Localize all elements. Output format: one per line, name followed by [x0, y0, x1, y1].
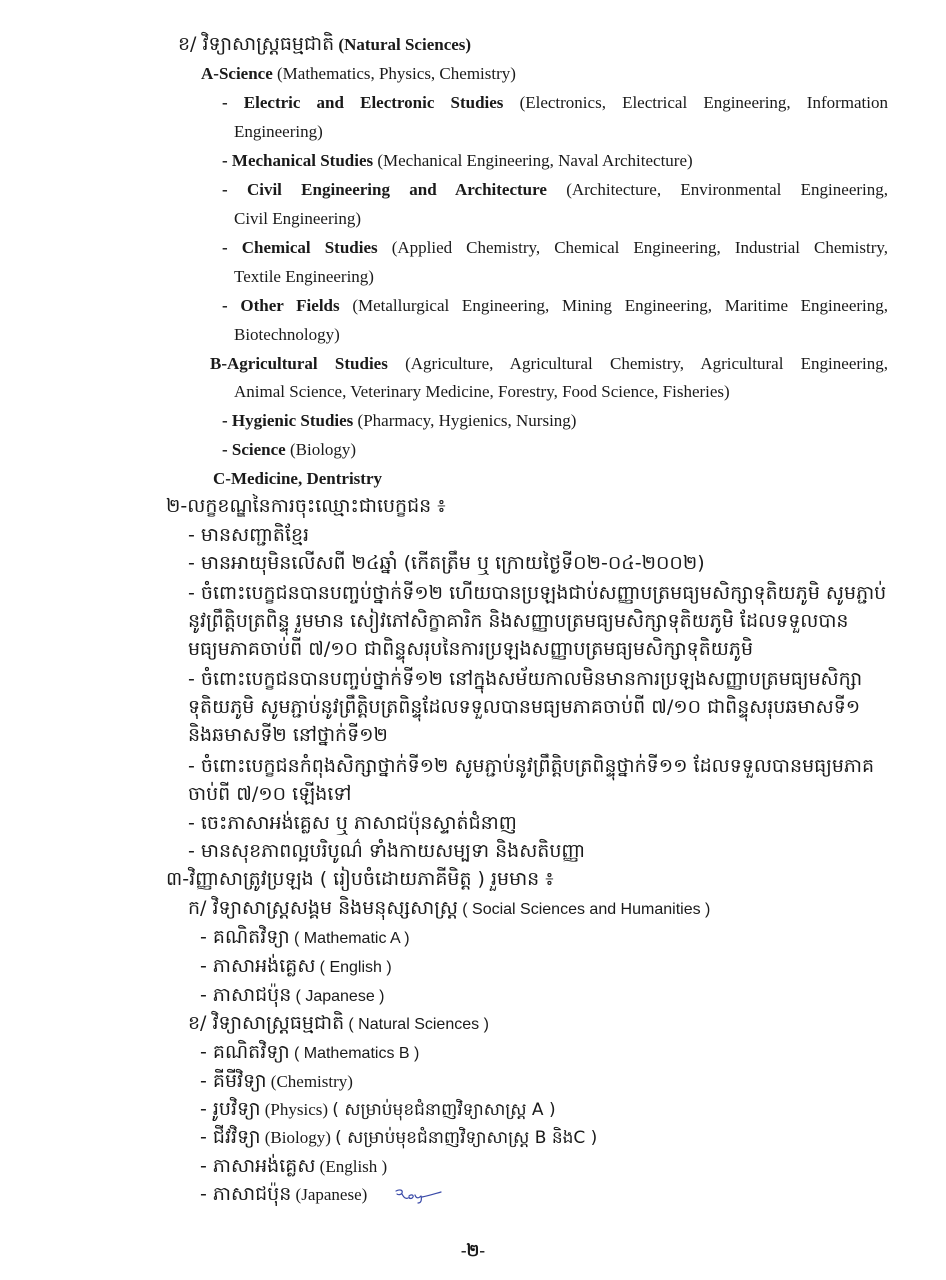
eligibility-item: - ចំពោះបេក្ខជនបានបញ្ចប់ថ្នាក់ទី១២ នៅក្នុងសម័យកាលមិនមានការប្រឡងសញ្ញាបត្រមធ្យមសិក្សាទុតិយភូមិ សូមភ្ជាប់នូវព្រឹត្តិបត្រពិន្ទុដែលទទួលបានមធ្យមភាគចាប់ពី ៧/១០ ជាពិន្ទុសរុបឆមាសទី១ និងឆមាសទី២ នៅថ្នាក់ទី១២ [188, 668, 863, 746]
a-science-line [201, 62, 516, 86]
social-sciences-heading: ក/ វិទ្យាសាស្ត្រសង្គម និងមនុស្សសាស្ត្រ ( Social Sciences and Humanities ) [188, 897, 711, 919]
eligibility-heading: ២-លក្ខខណ្ឌនៃការចុះឈ្មោះជាបេក្ខជន ៖ [166, 495, 446, 517]
natural-sciences-heading-en: (Natural Sciences) [338, 35, 472, 54]
a-science-item-continuation: Civil Engineering) [234, 209, 362, 228]
b-agricultural-item: - Hygienic Studies (Pharmacy, Hygienics, Nursing) [222, 411, 577, 430]
natural-sciences-heading-km: ខ/ វិទ្យាសាស្ត្រធម្មជាតិ [178, 33, 335, 55]
a-science-item-continuation: Textile Engineering) [234, 267, 374, 286]
eligibility-item: - ចំពោះបេក្ខជនកំពុងសិក្សាថ្នាក់ទី១២ សូមភ្ជាប់នូវព្រឹត្តិបត្រពិន្ទុថ្នាក់ទី១១ ដែលទទួលបានមធ្យមភាគចាប់ពី ៧/១០ ឡើងទៅ [188, 755, 875, 805]
a-science-item: - Civil Engineering and Architecture (Architecture, Environmental Engineering, [222, 180, 888, 199]
a-science-title: A-Science [201, 64, 273, 83]
exam-subject-item: - ភាសាជប៉ុន ( Japanese ) [200, 984, 385, 1006]
a-science-item: - Mechanical Studies (Mechanical Engineering, Naval Architecture) [222, 151, 693, 170]
exam-subject-item: - ភាសាអង់គ្លេស (English ) [200, 1155, 388, 1177]
exam-subject-item: - ភាសាជប៉ុន (Japanese) [200, 1183, 368, 1205]
a-science-detail: (Mathematics, Physics, Chemistry) [277, 64, 516, 83]
exam-subject-item: - គណិតវិទ្យា ( Mathematics B ) [200, 1041, 420, 1063]
b-agricultural-continuation: Animal Science, Veterinary Medicine, Forestry, Food Science, Fisheries) [234, 382, 730, 401]
exam-subjects-heading: ៣-វិញ្ញាសាត្រូវប្រឡង ( រៀបចំដោយភាគីមិត្ត ) រួមមាន ៖ [166, 868, 554, 890]
c-medicine-line [213, 467, 382, 491]
eligibility-item: - មានសុខភាពល្អបរិបូណ៌ ទាំងកាយសម្បទា និងសតិបញ្ញា [188, 840, 586, 862]
exam-subject-item: - រូបវិទ្យា (Physics) ( សម្រាប់មុខជំនាញវិទ្យាសាស្ត្រ A ) [200, 1098, 556, 1120]
a-science-item-continuation: Biotechnology) [234, 325, 340, 344]
c-medicine-title: C-Medicine, Dentristry [213, 469, 383, 488]
exam-subject-item: - គីមីវិទ្យា (Chemistry) [200, 1070, 353, 1092]
a-science-item-continuation: Engineering) [234, 122, 323, 141]
a-science-item: - Electric and Electronic Studies (Electronics, Electrical Engineering, Information [222, 93, 888, 112]
natural-sciences-exam-heading: ខ/ វិទ្យាសាស្ត្រធម្មជាតិ ( Natural Sciences ) [188, 1012, 489, 1034]
eligibility-item: - មានអាយុមិនលើសពី ២៤ឆ្នាំ (កើតត្រឹម ឬ ក្រោយថ្ងៃទី០២-០៤-២០០២) [188, 552, 705, 574]
a-science-item: - Other Fields (Metallurgical Engineering, Mining Engineering, Maritime Engineering, [222, 296, 889, 315]
handwritten-initials [394, 1186, 444, 1204]
b-agricultural-item: - Science (Biology) [222, 440, 357, 459]
a-science-item: - Chemical Studies (Applied Chemistry, Chemical Engineering, Industrial Chemistry, [222, 238, 889, 257]
exam-subject-item: - គណិតវិទ្យា ( Mathematic A ) [200, 926, 410, 948]
exam-subject-item: - ជីវវិទ្យា (Biology) ( សម្រាប់មុខជំនាញវិទ្យាសាស្ត្រ B និងC ) [200, 1126, 598, 1148]
page-number: -២- [460, 1241, 486, 1260]
eligibility-item: - ចេះភាសាអង់គ្លេស ឬ ភាសាជប៉ុនស្ទាត់ជំនាញ [188, 812, 517, 834]
exam-subject-item: - ភាសាអង់គ្លេស ( English ) [200, 955, 392, 977]
b-agricultural-title: B-Agricultural Studies [210, 354, 388, 373]
natural-sciences-heading [178, 32, 471, 57]
eligibility-item: - ចំពោះបេក្ខជនបានបញ្ចប់ថ្នាក់ទី១២ ហើយបានប្រឡងជាប់សញ្ញាបត្រមធ្យមសិក្សាទុតិយភូមិ សូមភ្ជាប់នូវព្រឹត្តិបត្រពិន្ទុ រួមមាន សៀវភៅសិក្ខាគារិក និងសញ្ញាបត្រមធ្យមសិក្សាទុតិយភូមិ ដែលទទួលបានមធ្យមភាគចាប់ពី ៧/១០ ជាពិន្ទុសរុបនៃការប្រឡងសញ្ញាបត្រមធ្យមសិក្សាទុតិយភូមិ [188, 582, 887, 660]
eligibility-item: - មានសញ្ជាតិខ្មែរ [188, 524, 310, 546]
b-agricultural-line: B-Agricultural Studies (Agriculture, Agricultural Chemistry, Agricultural Engineering, [210, 354, 889, 373]
